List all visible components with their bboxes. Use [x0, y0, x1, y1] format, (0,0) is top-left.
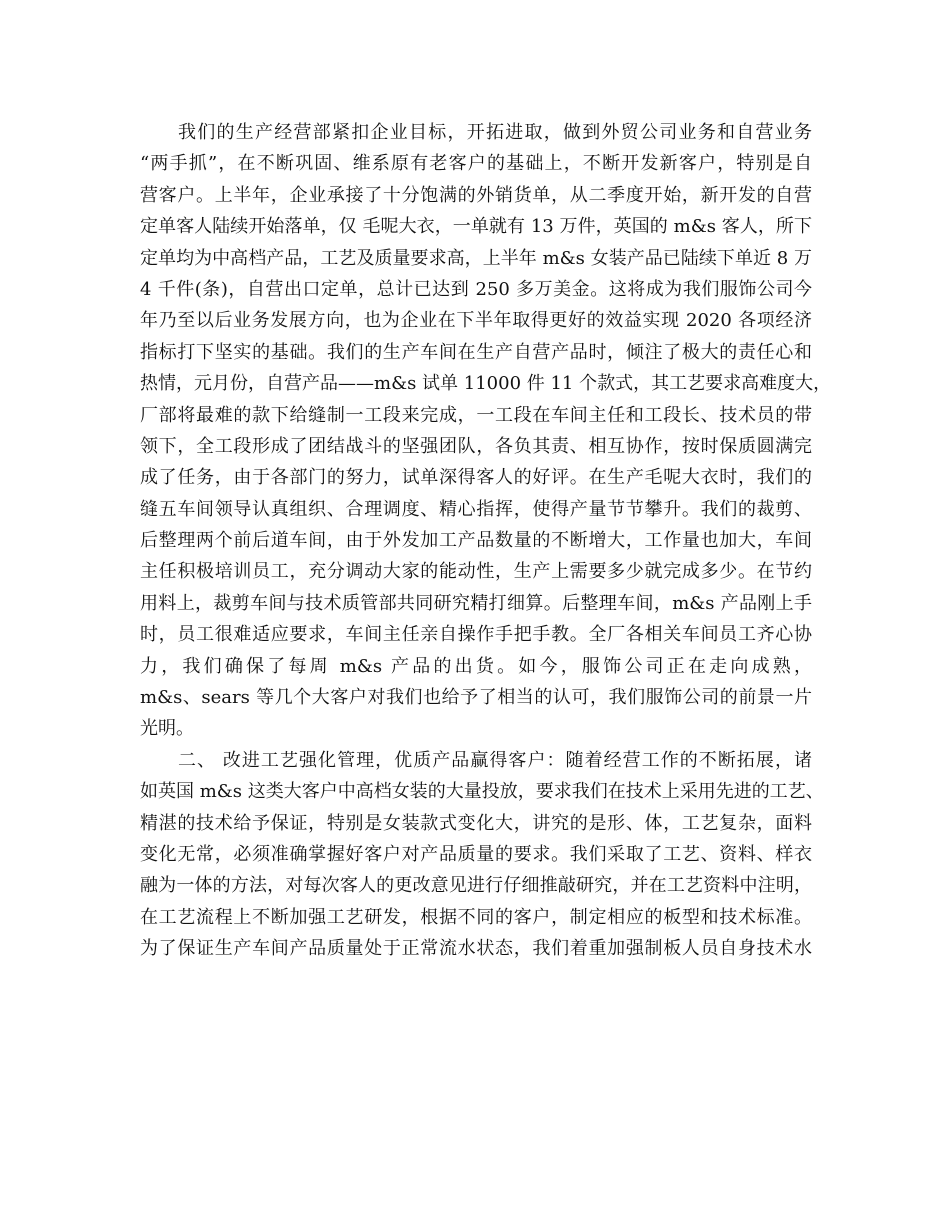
paragraph-line: 后整理两个前后道车间，由于外发加工产品数量的不断增大，工作量也加大，车间 — [140, 530, 812, 552]
paragraph-line: 4 千件(条)，自营出口定单，总计已达到 250 多万美金。这将成为我们服饰公司今 — [140, 278, 812, 300]
paragraph-line: 二、 改进工艺强化管理，优质产品赢得客户：随着经营工作的不断拓展，诸 — [178, 749, 812, 771]
paragraph-line: 营客户。上半年，企业承接了十分饱满的外销货单，从二季度开始，新开发的自营 — [140, 184, 812, 206]
paragraph-line: 变化无常，必须准确掌握好客户对产品质量的要求。我们采取了工艺、资料、样衣 — [140, 843, 812, 865]
paragraph-line: 热情，元月份，自营产品——m&s 试单 11000 件 11 个款式，其工艺要求高难度大， — [140, 373, 832, 395]
paragraph-line: 缝五车间领导认真组织、合理调度、精心指挥，使得产量节节攀升。我们的裁剪、 — [140, 498, 812, 520]
paragraph-line: 光明。 — [140, 718, 194, 740]
paragraph-line: 精湛的技术给予保证，特别是女装款式变化大，讲究的是形、体，工艺复杂，面料 — [140, 812, 812, 834]
paragraph-line: 我们的生产经营部紧扣企业目标，开拓进取，做到外贸公司业务和自营业务 — [178, 122, 812, 143]
paragraph-line: 年乃至以后业务发展方向，也为企业在下半年取得更好的效益实现 2020 各项经济 — [140, 310, 812, 332]
paragraph-line: 力，我们确保了每周 m&s 产品的出货。如今，服饰公司正在走向成熟， — [140, 655, 812, 677]
paragraph-line: m&s、sears 等几个大客户对我们也给予了相当的认可，我们服饰公司的前景一片 — [140, 687, 812, 709]
paragraph-line: 定单均为中高档产品，工艺及质量要求高，上半年 m&s 女装产品已陆续下单近 8 万 — [140, 247, 812, 269]
paragraph-line: 指标打下坚实的基础。我们的生产车间在生产自营产品时，倾注了极大的责任心和 — [140, 341, 812, 363]
paragraph-line: “两手抓”，在不断巩固、维系原有老客户的基础上，不断开发新客户，特别是自 — [140, 153, 812, 175]
paragraph-line: 成了任务，由于各部门的努力，试单深得客人的好评。在生产毛呢大衣时，我们的 — [140, 467, 812, 489]
paragraph-line: 主任积极培训员工，充分调动大家的能动性，生产上需要多少就完成多少。在节约 — [140, 561, 812, 583]
paragraph-line: 在工艺流程上不断加强工艺研发，根据不同的客户，制定相应的板型和技术标准。 — [140, 906, 812, 928]
paragraph-line: 如英国 m&s 这类大客户中高档女装的大量投放，要求我们在技术上采用先进的工艺、 — [140, 781, 824, 803]
paragraph-line: 用料上，裁剪车间与技术质管部共同研究精打细算。后整理车间，m&s 产品刚上手 — [140, 592, 812, 614]
document-body — [140, 117, 832, 965]
paragraph-line: 为了保证生产车间产品质量处于正常流水状态，我们着重加强制板人员自身技术水 — [140, 938, 812, 960]
paragraph-line: 定单客人陆续开始落单，仅 毛呢大衣，一单就有 13 万件，英国的 m&s 客人，所下 — [140, 216, 812, 238]
paragraph-line: 时，员工很难适应要求，车间主任亲自操作手把手教。全厂各相关车间员工齐心协 — [140, 624, 812, 646]
paragraph-line: 融为一体的方法，对每次客人的更改意见进行仔细推敲研究，并在工艺资料中注明， — [140, 875, 812, 897]
paragraph-line: 厂部将最难的款下给缝制一工段来完成，一工段在车间主任和工段长、技术员的带 — [140, 404, 812, 426]
paragraph-line: 领下，全工段形成了团结战斗的坚强团队，各负其责、相互协作，按时保质圆满完 — [140, 435, 812, 457]
